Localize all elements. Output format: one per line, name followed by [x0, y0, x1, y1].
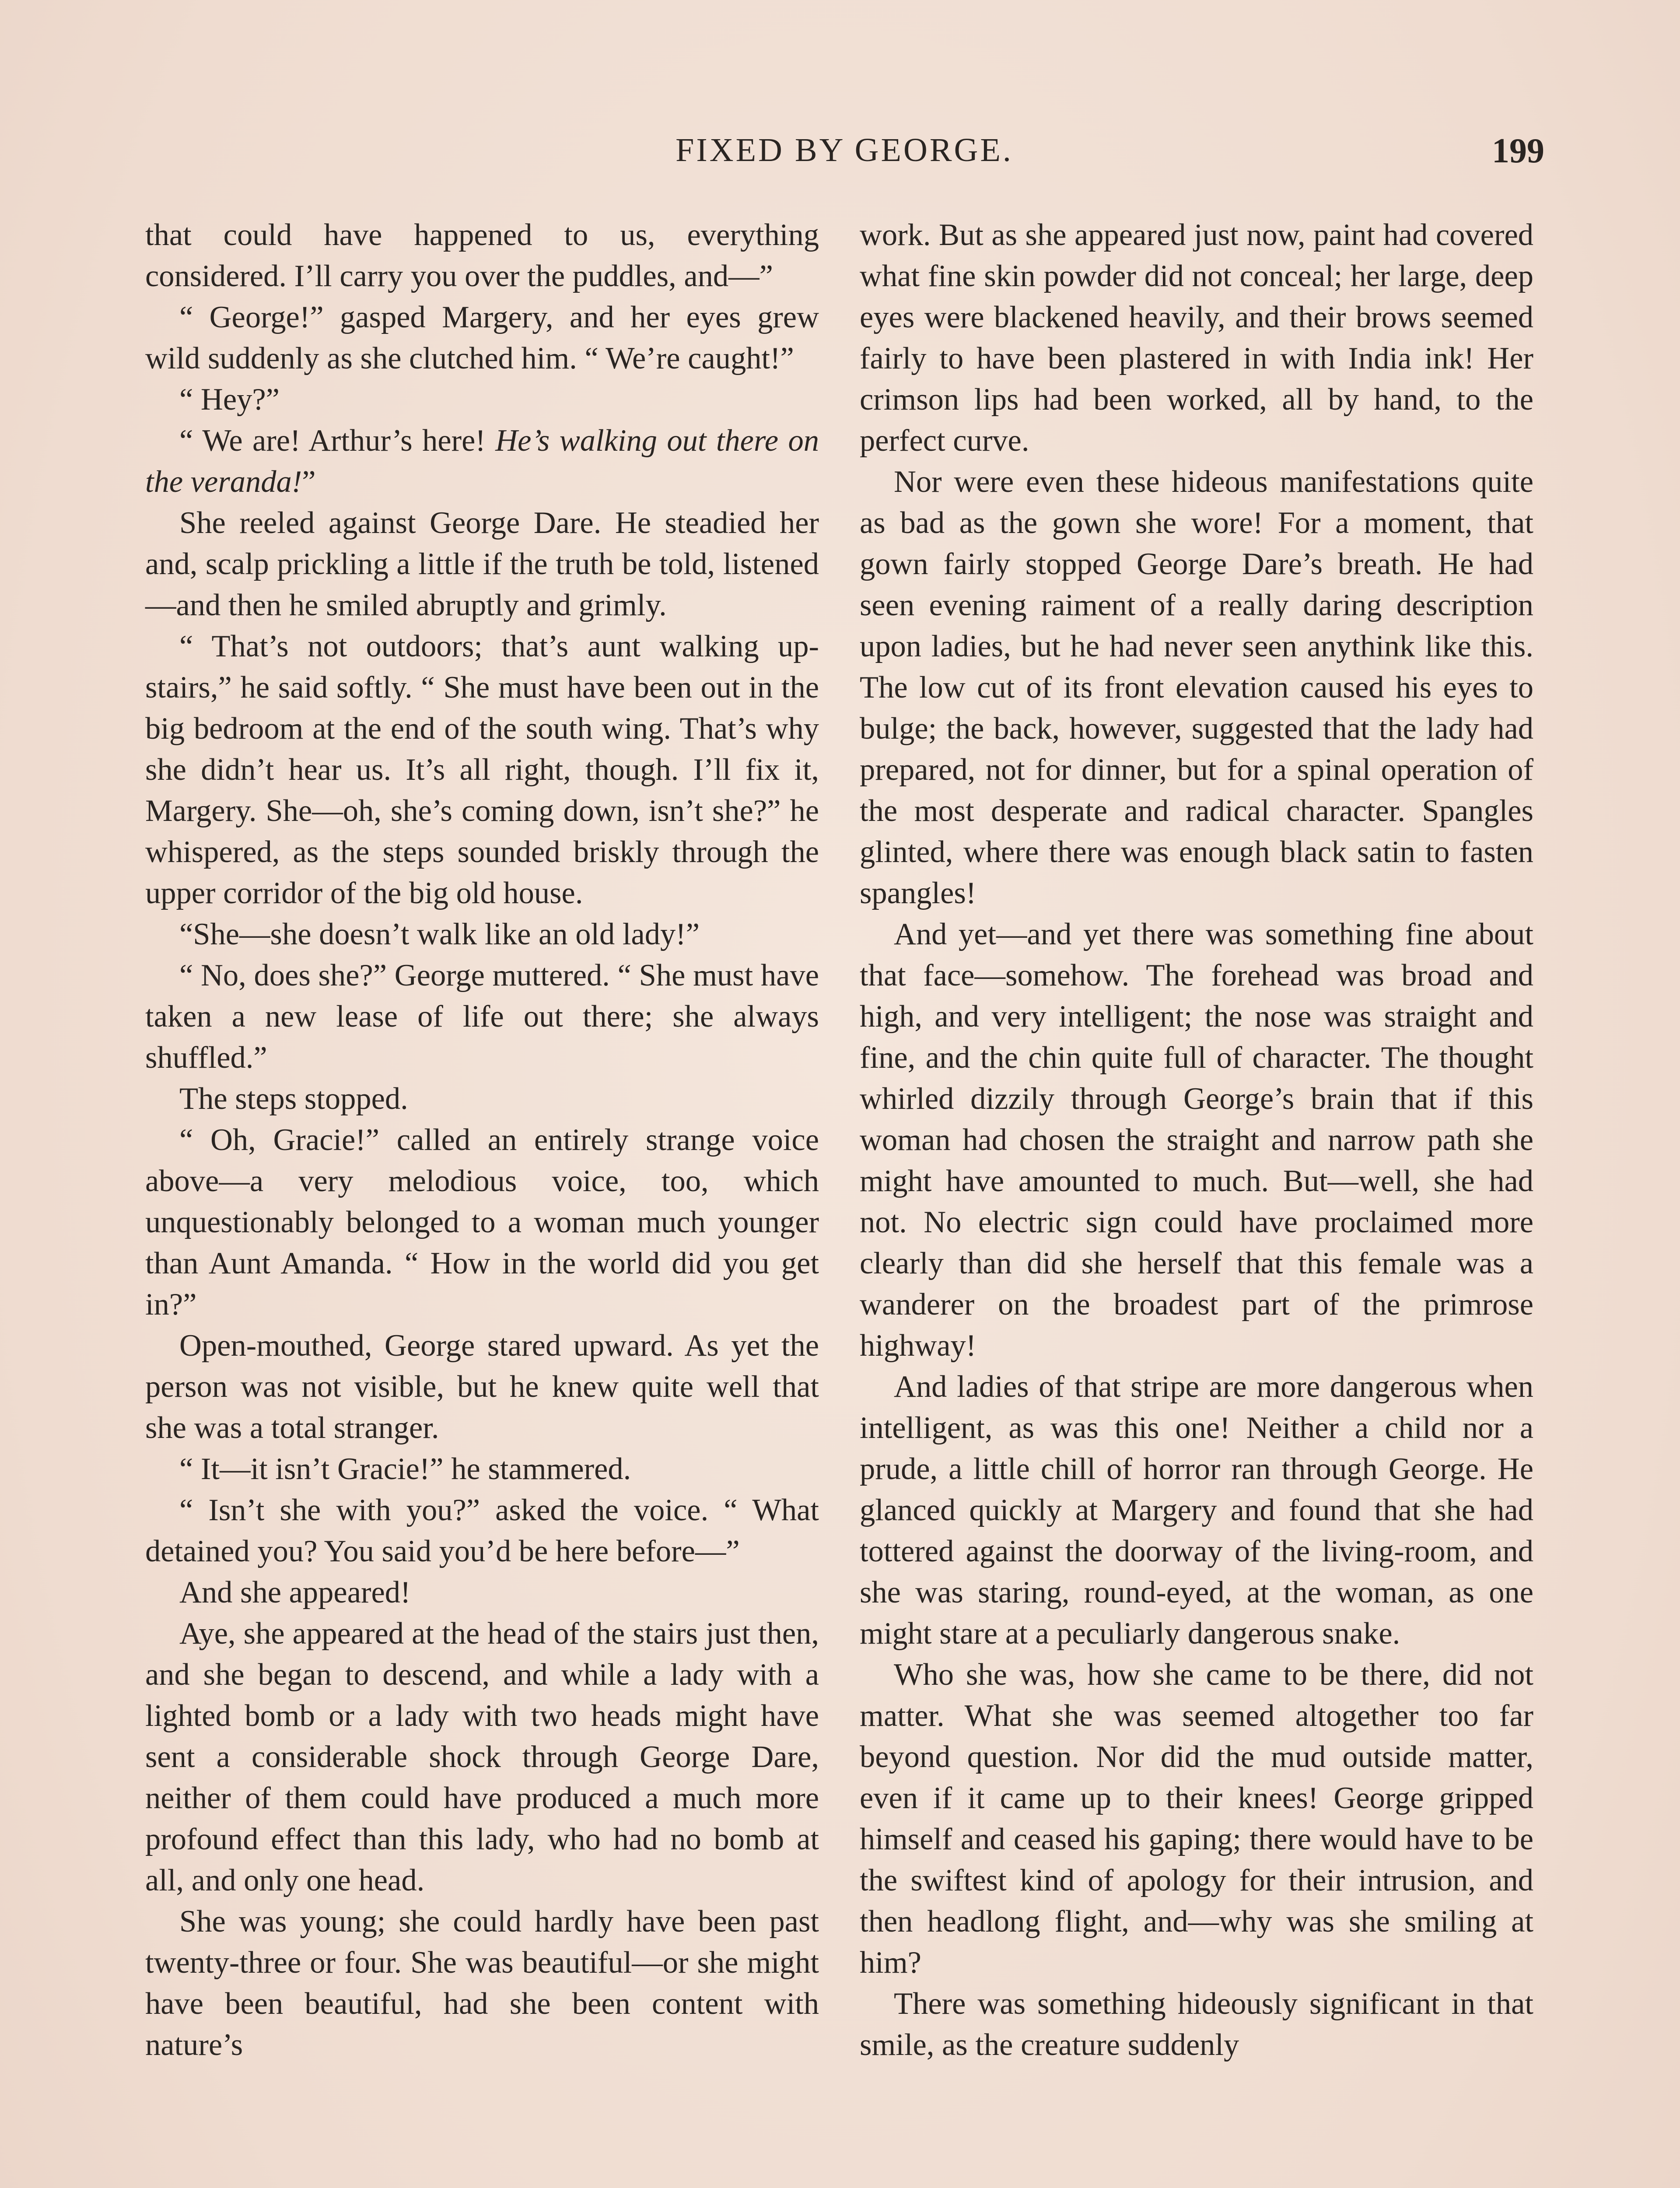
paragraph: “ We are! Arthur’s here! He’s walking out there on the veranda!” [145, 424, 819, 499]
paragraph: Who she was, how she came to be there, did not matter. What she was seemed altogether too far beyond question. Nor did the mud outside matter, even if it came up to their knees! George gripped himself and ceased his gaping; there would have to be the swiftest kind of apology for their intrusion, and then headlong flight, and—why was she smiling at him? [860, 1658, 1533, 1980]
paragraph: The steps stopped. [179, 1082, 408, 1116]
paragraph: “She—she doesn’t walk like an old lady!” [179, 917, 700, 951]
paragraph: And ladies of that stripe are more dangerous when intelligent, as was this one! Neither a child nor a prude, a little chill of horror ran through George. He glanced quickly at Margery and found that she had tottered against the doorway of the living-room, and she was staring, round-eyed, at the woman, as one might stare at a peculiarly dangerous snake. [860, 1370, 1533, 1651]
paragraph: “ Hey?” [179, 382, 280, 417]
paragraph: She reeled against George Dare. He steadied her and, scalp prickling a little if the truth be told, listened—and then he smiled abruptly and grimly. [145, 506, 819, 622]
paragraph: Aye, she appeared at the head of the stairs just then, and she began to descend, and while a lady with a lighted bomb or a lady with two heads might have sent a considerable shock through George Dare, neither of them could have produced a much more profound effect than this lady, who had no bomb at all, and only one head. [145, 1616, 819, 1897]
italic-text: He’s walking out there on the veranda! [145, 424, 819, 499]
right-column [860, 214, 1533, 2065]
paragraph: “ George!” gasped Margery, and her eyes grew wild suddenly as she clutched him. “ We’re caught!” [145, 300, 819, 375]
paragraph: “ It—it isn’t Gracie!” he stammered. [179, 1452, 631, 1486]
running-head: FIXED BY GEORGE. [676, 132, 1013, 168]
paragraph: work. But as she appeared just now, paint had covered what fine skin powder did not conceal; her large, deep eyes were blackened heavily, and their brows seemed fairly to have been plastered in with India ink! Her crimson lips had been worked, all by hand, to the perfect curve. [860, 218, 1533, 458]
page-number: 199 [1492, 132, 1544, 170]
left-column [145, 214, 819, 2065]
paragraph: “ That’s not outdoors; that’s aunt walking up-stairs,” he said softly. “ She must have been out in the big bedroom at the end of the south wing. That’s why she didn’t hear us. It’s all right, though. I’ll fix it, Margery. She—oh, she’s coming down, isn’t she?” he whispered, as the steps sounded briskly through the upper corridor of the big old house. [145, 629, 819, 910]
paragraph: “ Isn’t she with you?” asked the voice. “ What detained you? You said you’d be here before—” [145, 1493, 819, 1568]
paragraph: “ No, does she?” George muttered. “ She must have taken a new lease of life out there; she always shuffled.” [145, 958, 819, 1075]
paragraph: that could have happened to us, everything considered. I’ll carry you over the puddles, and—” [145, 218, 819, 293]
paragraph: There was something hideously significant in that smile, as the creature suddenly [860, 1987, 1533, 2062]
dialogue-text: “ We are! Arthur’s here! [179, 424, 486, 458]
paragraph: Nor were even these hideous manifestations quite as bad as the gown she wore! For a moment, that gown fairly stopped George Dare’s breath. He had seen evening raiment of a really daring description upon ladies, but he had never seen anythink like this. The low cut of its front elevation caused his eyes to bulge; the back, however, suggested that the lady had prepared, not for dinner, but for a spinal operation of the most desperate and radical character. Spangles glinted, where there was enough black satin to fasten spangles! [860, 465, 1533, 910]
paragraph: Open-mouthed, George stared upward. As yet the person was not visible, but he knew quite well that she was a total stranger. [145, 1329, 819, 1445]
page-header [144, 131, 1544, 184]
paragraph: And yet—and yet there was something fine about that face—somehow. The forehead was broad and high, and very intelligent; the nose was straight and fine, and the chin quite full of character. The thought whirled dizzily through George’s brain that if this woman had chosen the straight and narrow path she might have amounted to much. But—well, she had not. No electric sign could have proclaimed more clearly than did she herself that this female was a wanderer on the broadest part of the primrose highway! [860, 917, 1533, 1363]
paragraph: And she appeared! [179, 1575, 411, 1609]
paragraph: She was young; she could hardly have been past twenty-three or four. She was beautiful—or she might have been beautiful, had she been content with nature’s [145, 1904, 819, 2062]
paragraph: “ Oh, Gracie!” called an entirely strange voice above—a very melodious voice, too, which unquestionably belonged to a woman much younger than Aunt Amanda. “ How in the world did you get in?” [145, 1123, 819, 1322]
